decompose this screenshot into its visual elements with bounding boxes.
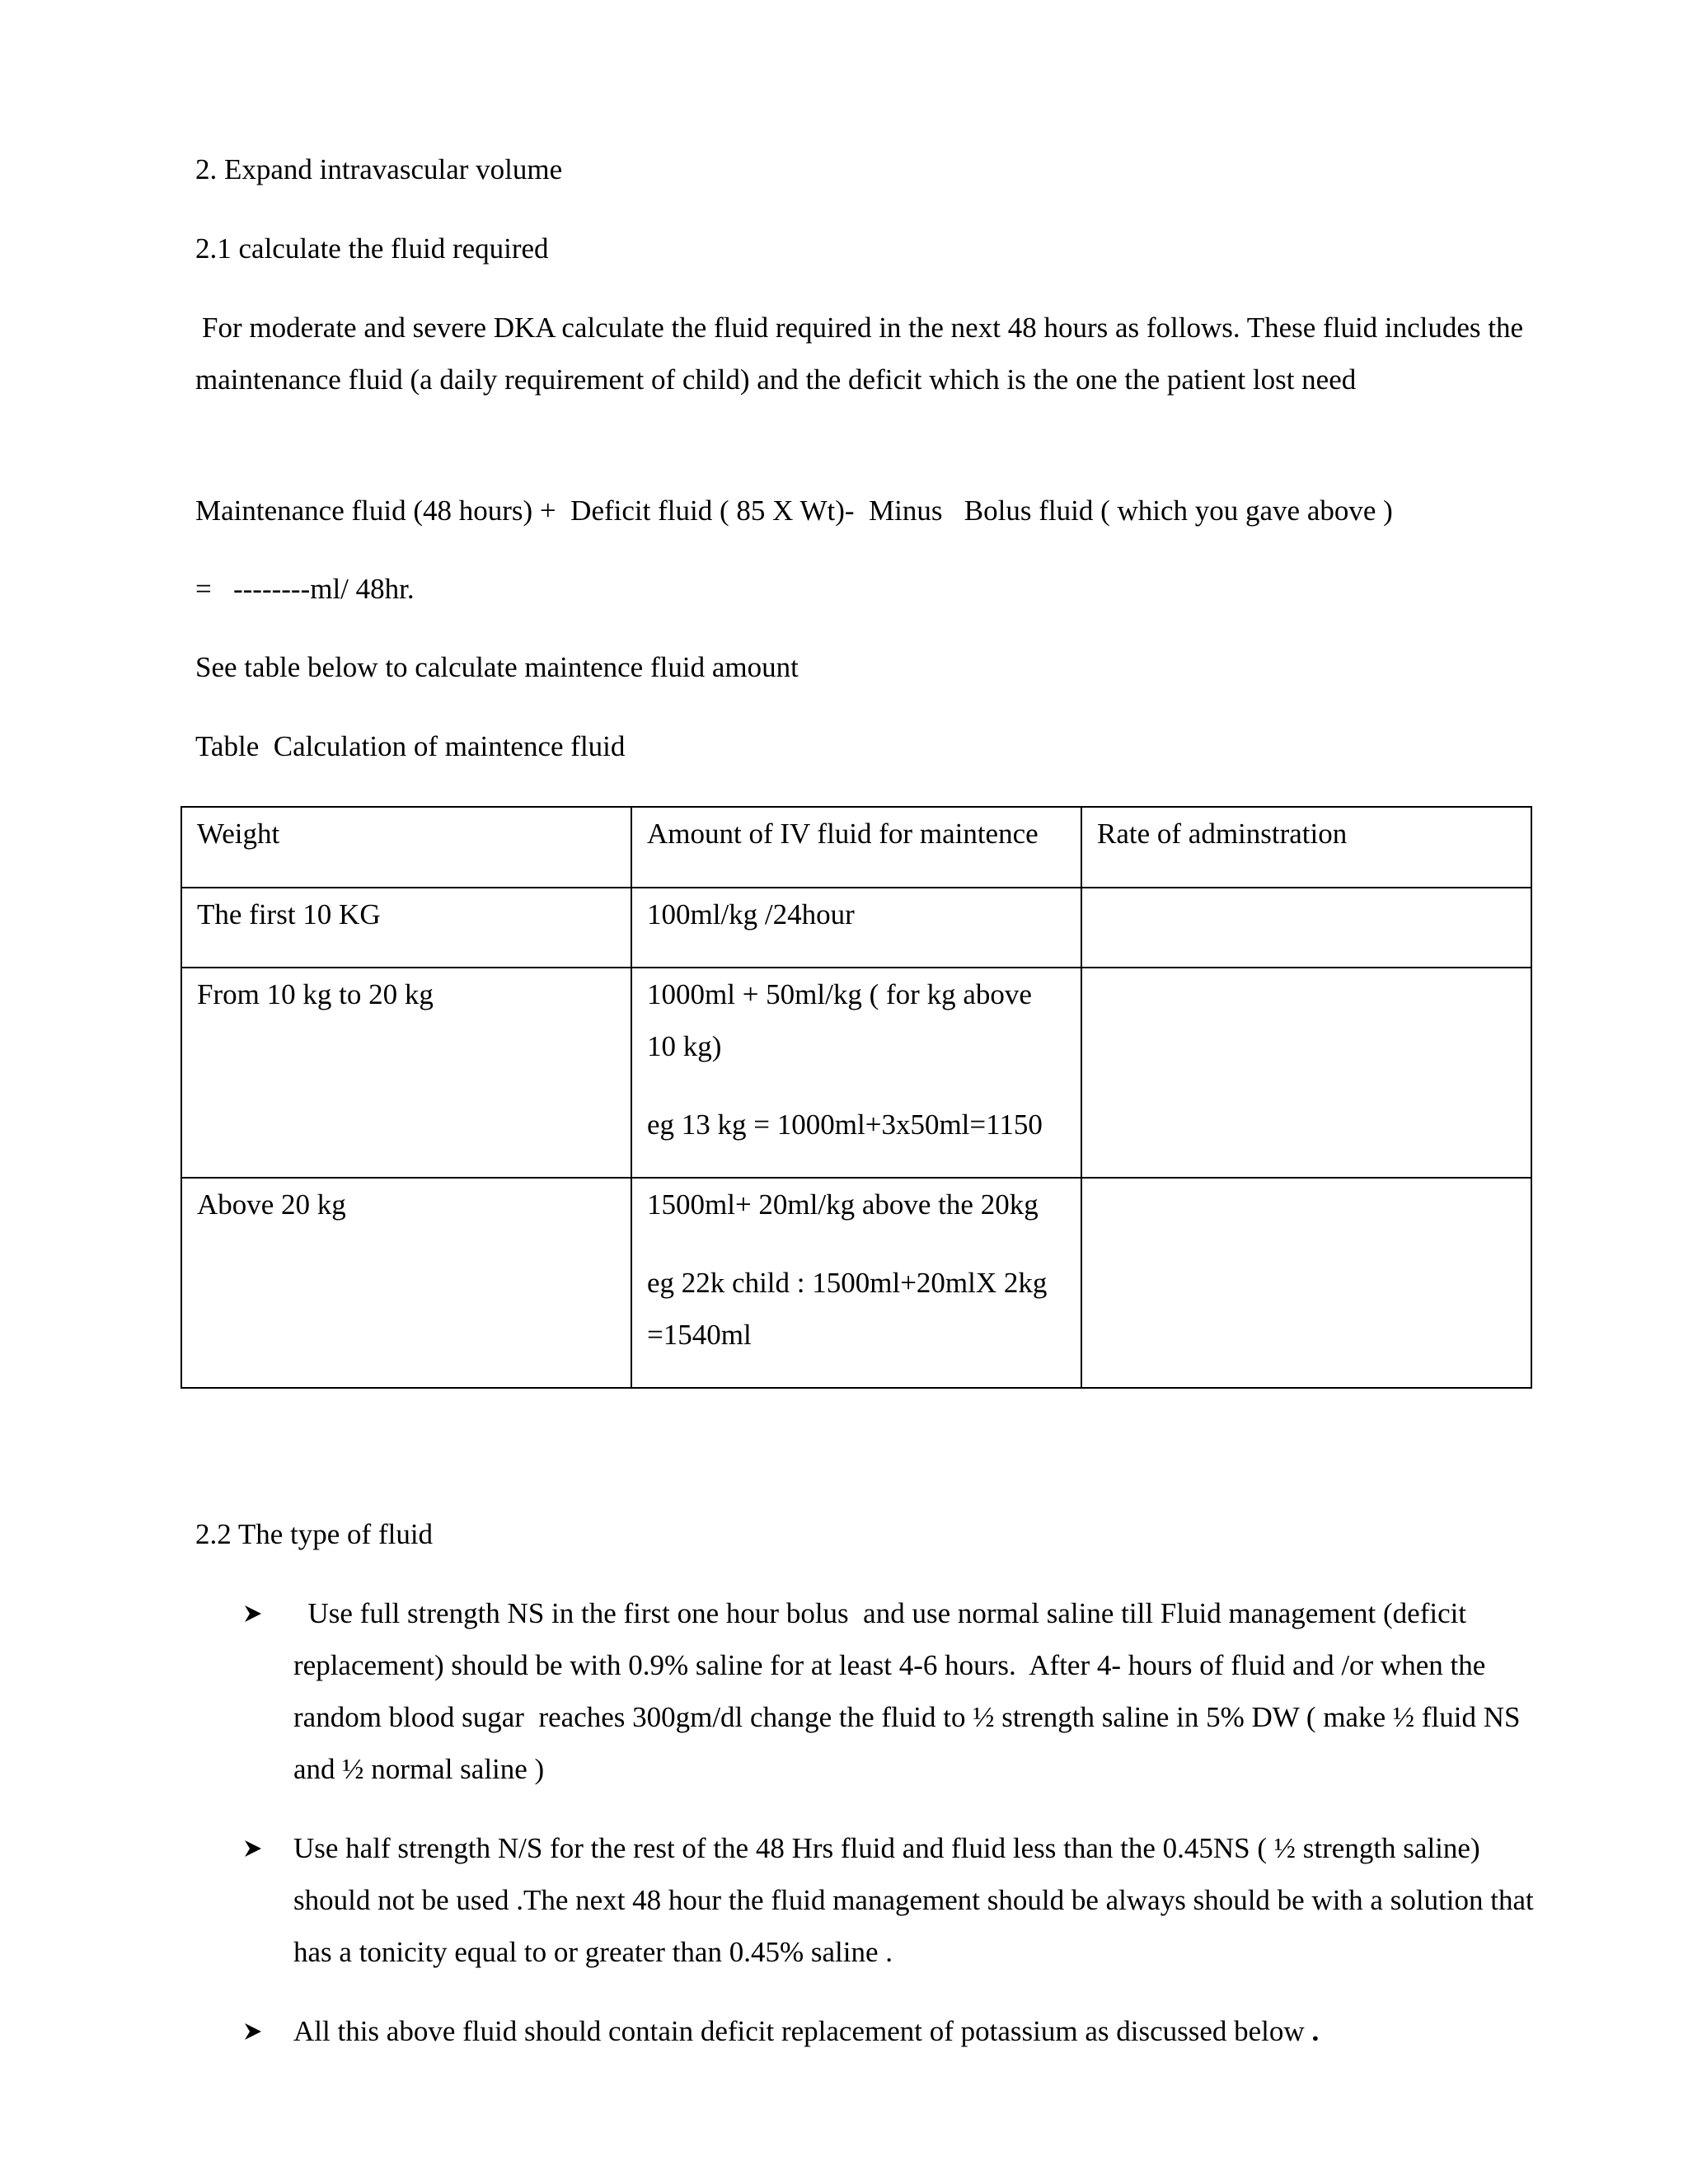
cell-weight: The first 10 KG: [181, 888, 631, 968]
table-row: [181, 968, 1531, 1178]
subsection-heading-type-of-fluid: 2.2 The type of fluid: [195, 1518, 434, 1550]
see-table-note: See table below to calculate maintence fluid amount: [195, 651, 799, 683]
table-row: [181, 1178, 1531, 1388]
cell-amount-line: 1500ml+ 20ml/kg above the 20kg: [647, 1188, 1039, 1221]
cell-amount: [631, 1178, 1081, 1388]
subsection-heading-calculate-fluid: 2.1 calculate the fluid required: [195, 232, 549, 265]
bullet-text: Use half strength N/S for the rest of the 48 Hrs fluid and fluid less than the 0.45NS ( ½ strength saline) should not be used .The next 48 hour the fluid management should be always should be with a solution that has a tonicity equal to or greater than 0.45% saline .: [293, 1832, 1534, 1968]
bullet-item: [244, 1822, 1554, 1978]
table-header-row: [181, 807, 1531, 888]
cell-amount: [631, 888, 1081, 968]
section-heading-expand-volume: 2. Expand intravascular volume: [195, 153, 563, 185]
cell-amount-line: 1000ml + 50ml/kg ( for kg above 10 kg): [647, 978, 1032, 1062]
arrowhead-bullet-icon: [244, 1822, 277, 1874]
bullet-item: [244, 1587, 1554, 1795]
formula-result: = --------ml/ 48hr.: [195, 573, 415, 605]
bullet-final-dot: .: [1311, 2015, 1320, 2047]
cell-weight: From 10 kg to 20 kg: [181, 968, 631, 1178]
arrowhead-bullet-icon: [244, 1587, 277, 1639]
header-amount: Amount of IV fluid for maintence: [631, 807, 1081, 888]
table-row: [181, 888, 1531, 968]
header-weight: Weight: [181, 807, 631, 888]
maintenance-fluid-table: [181, 806, 1532, 1389]
cell-amount-example: eg 13 kg = 1000ml+3x50ml=1150: [647, 1108, 1043, 1141]
cell-weight: Above 20 kg: [181, 1178, 631, 1388]
cell-rate: [1081, 888, 1531, 968]
cell-rate: [1081, 968, 1531, 1178]
table-caption: Table Calculation of maintence fluid: [195, 730, 626, 762]
header-rate: Rate of adminstration: [1081, 807, 1531, 888]
cell-amount-example: eg 22k child : 1500ml+20mlX 2kg =1540ml: [647, 1267, 1048, 1351]
bullet-text: All this above fluid should contain deficit replacement of potassium as discussed below: [293, 2015, 1305, 2047]
formula-line: Maintenance fluid (48 hours) + Deficit fluid ( 85 X Wt)- Minus Bolus fluid ( which you gave above ): [195, 494, 1393, 527]
cell-amount: [631, 968, 1081, 1178]
arrowhead-bullet-icon: [244, 2005, 277, 2057]
bullet-text: Use full strength NS in the first one hour bolus and use normal saline till Fluid management (deficit replacement) should be with 0.9% saline for at least 4-6 hours. After 4- hours of fluid and /or when the random blood sugar reaches 300gm/dl change the fluid to ½ strength saline in 5% DW ( make ½ fluid NS and ½ normal saline ): [293, 1597, 1528, 1785]
bullet-item: [244, 2005, 1554, 2057]
cell-amount-line: 100ml/kg /24hour: [647, 898, 855, 930]
bullet-text-with-dot: [293, 2005, 1554, 2057]
cell-rate: [1081, 1178, 1531, 1388]
intro-paragraph: For moderate and severe DKA calculate the fluid required in the next 48 hours as follows. These fluid includes the maintenance fluid (a daily requirement of child) and the deficit which is the one the patient lost need: [195, 312, 1524, 396]
